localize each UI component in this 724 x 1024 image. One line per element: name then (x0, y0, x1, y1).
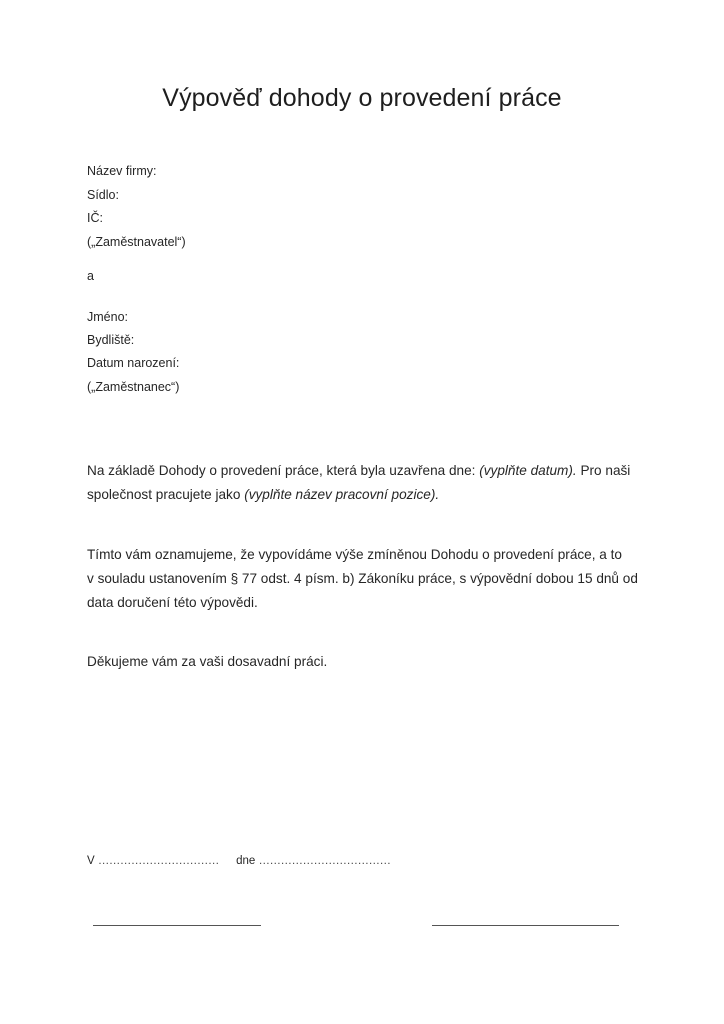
thanks-paragraph: Děkujeme vám za vaši dosavadní práci. (87, 654, 328, 669)
place-label: V (87, 855, 95, 867)
company-id-label: IČ: (87, 211, 103, 225)
agreement-text: Na základě Dohody o provedení práce, která byla uzavřena dne: (87, 463, 480, 478)
date-placeholder: (vyplňte datum). (479, 463, 577, 478)
termination-line-1: Tímto vám oznamujeme, že vypovídáme výše zmíněnou Dohodu o provedení práce, a to (87, 547, 622, 562)
employee-name-label: Jméno: (87, 310, 128, 324)
place-date-row (87, 855, 390, 867)
employee-role-label: („Zaměstnanec“) (87, 380, 180, 394)
employee-signature-line (432, 925, 619, 926)
company-name-label: Název firmy: (87, 164, 157, 178)
position-placeholder: (vyplňte název pracovní pozice). (244, 487, 440, 502)
seat-label: Sídlo: (87, 188, 119, 202)
termination-paragraph (87, 543, 647, 615)
document-title: Výpověď dohody o provedení práce (162, 84, 562, 112)
date-blank: ……………………………… (258, 855, 391, 867)
place-blank: …………………………… (97, 855, 219, 867)
agreement-paragraph (87, 459, 647, 507)
residence-label: Bydliště: (87, 333, 135, 347)
termination-line-2: v souladu ustanovením § 77 odst. 4 písm. b) Zákoníku práce, s výpovědní dobou 15 dnů od (87, 571, 638, 586)
employer-signature-line (93, 925, 261, 926)
birth-date-label: Datum narození: (87, 356, 180, 370)
agreement-line-2 (87, 483, 647, 507)
termination-line-3: data doručení této výpovědi. (87, 595, 258, 610)
date-label: dne (236, 855, 256, 867)
employer-role-label: („Zaměstnavatel“) (87, 235, 186, 249)
agreement-line-1 (87, 459, 647, 483)
agreement-text-tail: Pro naši (576, 463, 631, 478)
position-text: společnost pracujete jako (87, 487, 245, 502)
conjunction-text: a (87, 269, 94, 283)
